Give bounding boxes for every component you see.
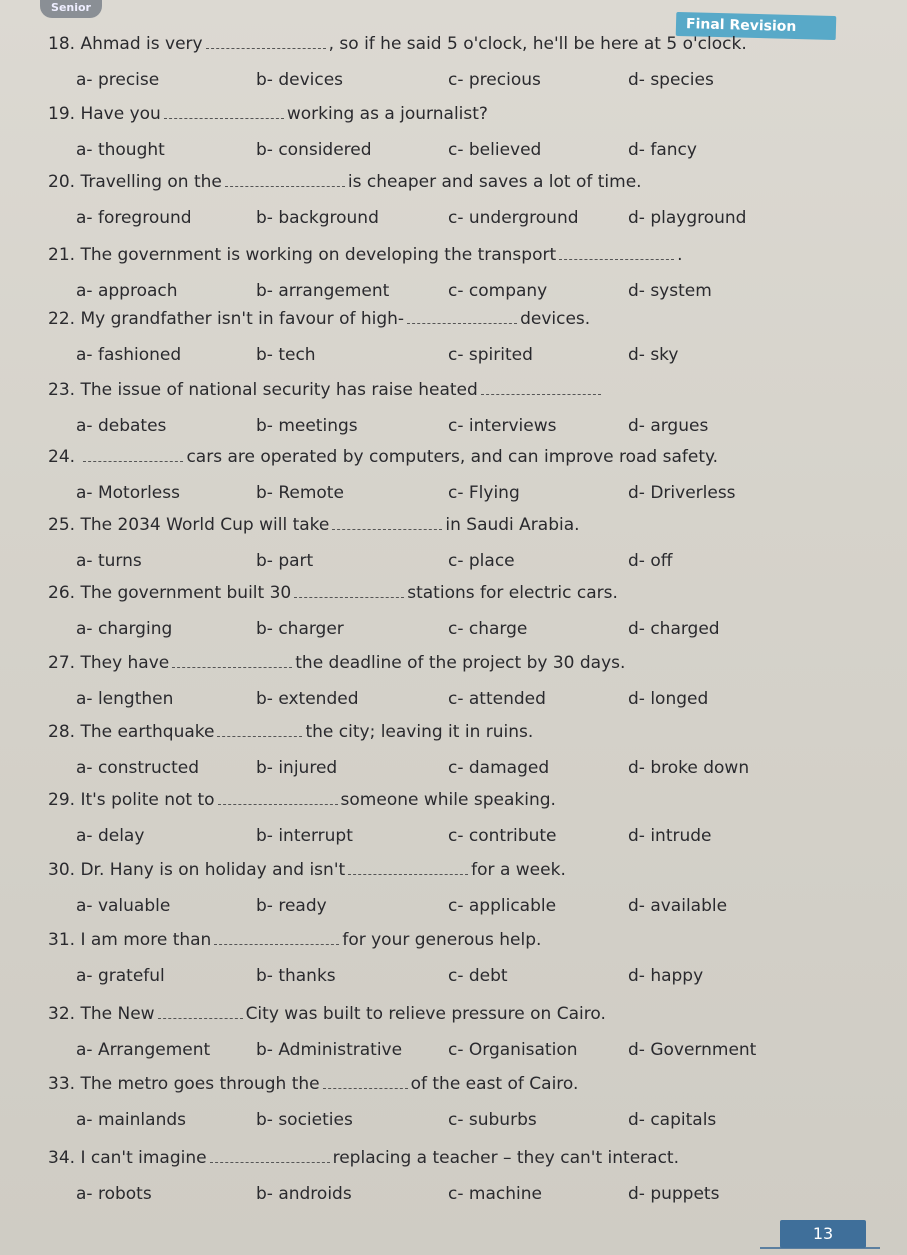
- option-d[interactable]: d- off: [628, 551, 673, 571]
- question-number: 25.: [48, 515, 76, 535]
- question-text-after: , so if he said 5 o'clock, he'll be here at 5 o'clock.: [328, 34, 747, 54]
- question-number: 18.: [48, 34, 76, 54]
- page-number: 13: [780, 1220, 866, 1248]
- question-number: 26.: [48, 583, 76, 603]
- option-c[interactable]: c- Flying: [448, 483, 520, 503]
- question-number: 21.: [48, 245, 76, 265]
- question-text-after: devices.: [520, 309, 591, 329]
- question-22: [48, 309, 590, 329]
- answer-blank[interactable]: [210, 1150, 330, 1163]
- question-number: 34.: [48, 1148, 76, 1168]
- answer-blank[interactable]: [348, 862, 468, 875]
- question-23: [48, 380, 604, 400]
- option-d[interactable]: d- charged: [628, 619, 720, 639]
- question-29: [48, 790, 556, 810]
- question-text-before: Travelling on the: [80, 172, 222, 192]
- option-c[interactable]: c- underground: [448, 208, 579, 228]
- option-a[interactable]: a- precise: [76, 70, 160, 90]
- option-c[interactable]: c- machine: [448, 1184, 542, 1204]
- question-25: [48, 515, 580, 535]
- question-text-after: stations for electric cars.: [407, 583, 618, 603]
- option-d[interactable]: d- intrude: [628, 826, 712, 846]
- option-a[interactable]: a- debates: [76, 416, 167, 436]
- option-d[interactable]: d- longed: [628, 689, 709, 709]
- answer-blank[interactable]: [559, 247, 674, 260]
- question-text-after: for a week.: [471, 860, 566, 880]
- option-b[interactable]: b- interrupt: [256, 826, 353, 846]
- question-26: [48, 583, 618, 603]
- option-a[interactable]: a- robots: [76, 1184, 152, 1204]
- question-number: 32.: [48, 1004, 76, 1024]
- answer-blank[interactable]: [214, 932, 339, 945]
- option-d[interactable]: d- species: [628, 70, 714, 90]
- question-text-before: The issue of national security has raise heated: [80, 380, 478, 400]
- option-c[interactable]: c- spirited: [448, 345, 533, 365]
- option-c[interactable]: c- believed: [448, 140, 542, 160]
- option-a[interactable]: a- turns: [76, 551, 142, 571]
- option-b[interactable]: b- charger: [256, 619, 344, 639]
- option-b[interactable]: b- considered: [256, 140, 372, 160]
- question-text-before: The metro goes through the: [80, 1074, 320, 1094]
- question-text-after: for your generous help.: [342, 930, 542, 950]
- option-c[interactable]: c- contribute: [448, 826, 557, 846]
- question-27: [48, 653, 625, 673]
- answer-blank[interactable]: [83, 449, 183, 462]
- option-c[interactable]: c- attended: [448, 689, 546, 709]
- option-b[interactable]: b- devices: [256, 70, 344, 90]
- option-b[interactable]: b- thanks: [256, 966, 336, 986]
- option-a[interactable]: a- grateful: [76, 966, 165, 986]
- question-number: 22.: [48, 309, 76, 329]
- option-a[interactable]: a- foreground: [76, 208, 192, 228]
- question-33: [48, 1074, 578, 1094]
- answer-blank[interactable]: [294, 585, 404, 598]
- option-a[interactable]: a- mainlands: [76, 1110, 186, 1130]
- question-31: [48, 930, 541, 950]
- option-a[interactable]: a- delay: [76, 826, 145, 846]
- option-d[interactable]: d- argues: [628, 416, 709, 436]
- question-number: 23.: [48, 380, 76, 400]
- option-d[interactable]: d- playground: [628, 208, 747, 228]
- option-b[interactable]: b- ready: [256, 896, 327, 916]
- option-c[interactable]: c- suburbs: [448, 1110, 537, 1130]
- option-d[interactable]: d- happy: [628, 966, 704, 986]
- question-text-after: someone while speaking.: [340, 790, 556, 810]
- answer-blank[interactable]: [164, 106, 284, 119]
- question-number: 31.: [48, 930, 76, 950]
- final-revision-badge: Final Revision: [676, 12, 837, 40]
- question-number: 29.: [48, 790, 76, 810]
- option-d[interactable]: d- broke down: [628, 758, 750, 778]
- option-a[interactable]: a- lengthen: [76, 689, 174, 709]
- question-text-after: cars are operated by computers, and can improve road safety.: [186, 447, 719, 467]
- answer-blank[interactable]: [172, 655, 292, 668]
- question-text-before: They have: [80, 653, 170, 673]
- answer-blank[interactable]: [217, 724, 302, 737]
- option-a[interactable]: a- Motorless: [76, 483, 180, 503]
- answer-blank[interactable]: [225, 174, 345, 187]
- option-b[interactable]: b- injured: [256, 758, 338, 778]
- question-text-before: Have you: [80, 104, 161, 124]
- question-24: [48, 447, 718, 467]
- question-text-before: The New: [80, 1004, 155, 1024]
- series-badge: Senior: [40, 0, 102, 18]
- option-b[interactable]: b- arrangement: [256, 281, 390, 301]
- option-b[interactable]: b- meetings: [256, 416, 358, 436]
- answer-blank[interactable]: [323, 1076, 408, 1089]
- answer-blank[interactable]: [206, 36, 326, 49]
- question-number: 19.: [48, 104, 76, 124]
- option-c[interactable]: c- debt: [448, 966, 508, 986]
- question-number: 27.: [48, 653, 76, 673]
- option-c[interactable]: c- charge: [448, 619, 528, 639]
- option-b[interactable]: b- androids: [256, 1184, 352, 1204]
- option-b[interactable]: b- Administrative: [256, 1040, 403, 1060]
- question-34: [48, 1148, 679, 1168]
- answer-blank[interactable]: [158, 1006, 243, 1019]
- question-19: [48, 104, 488, 124]
- option-c[interactable]: c- damaged: [448, 758, 550, 778]
- question-text-after: of the east of Cairo.: [410, 1074, 579, 1094]
- option-d[interactable]: d- fancy: [628, 140, 697, 160]
- option-d[interactable]: d- puppets: [628, 1184, 720, 1204]
- option-b[interactable]: b- tech: [256, 345, 316, 365]
- question-21: [48, 245, 683, 265]
- question-number: 24.: [48, 447, 76, 467]
- answer-blank[interactable]: [481, 382, 601, 395]
- question-text-after: .: [677, 245, 683, 265]
- option-a[interactable]: a- approach: [76, 281, 178, 301]
- option-b[interactable]: b- background: [256, 208, 379, 228]
- option-b[interactable]: b- societies: [256, 1110, 353, 1130]
- question-text-after: working as a journalist?: [286, 104, 488, 124]
- answer-blank[interactable]: [218, 792, 338, 805]
- option-d[interactable]: d- system: [628, 281, 712, 301]
- question-text-after: is cheaper and saves a lot of time.: [347, 172, 642, 192]
- question-text-after: in Saudi Arabia.: [445, 515, 580, 535]
- option-d[interactable]: d- Driverless: [628, 483, 736, 503]
- option-d[interactable]: d- available: [628, 896, 728, 916]
- option-d[interactable]: d- sky: [628, 345, 679, 365]
- option-c[interactable]: c- place: [448, 551, 515, 571]
- question-text-before: Dr. Hany is on holiday and isn't: [80, 860, 346, 880]
- question-text-before: I am more than: [80, 930, 212, 950]
- option-a[interactable]: a- Arrangement: [76, 1040, 211, 1060]
- question-28: [48, 722, 533, 742]
- question-text-before: I can't imagine: [80, 1148, 207, 1168]
- option-d[interactable]: d- Government: [628, 1040, 757, 1060]
- option-c[interactable]: c- applicable: [448, 896, 557, 916]
- question-text-after: the deadline of the project by 30 days.: [295, 653, 626, 673]
- question-text-before: The earthquake: [80, 722, 215, 742]
- option-a[interactable]: a- charging: [76, 619, 173, 639]
- question-text-before: Ahmad is very: [80, 34, 203, 54]
- option-a[interactable]: a- constructed: [76, 758, 200, 778]
- question-text-before: The 2034 World Cup will take: [80, 515, 330, 535]
- option-b[interactable]: b- part: [256, 551, 314, 571]
- option-c[interactable]: c- Organisation: [448, 1040, 578, 1060]
- question-30: [48, 860, 566, 880]
- question-text-after: City was built to relieve pressure on Cairo.: [245, 1004, 606, 1024]
- question-number: 33.: [48, 1074, 76, 1094]
- option-a[interactable]: a- fashioned: [76, 345, 182, 365]
- question-18: [48, 34, 747, 54]
- question-text-after: the city; leaving it in ruins.: [305, 722, 534, 742]
- question-text-before: The government built 30: [80, 583, 292, 603]
- question-number: 20.: [48, 172, 76, 192]
- option-b[interactable]: b- extended: [256, 689, 359, 709]
- question-text-before: It's polite not to: [80, 790, 215, 810]
- question-20: [48, 172, 642, 192]
- answer-blank[interactable]: [332, 517, 442, 530]
- question-number: 30.: [48, 860, 76, 880]
- option-c[interactable]: c- interviews: [448, 416, 557, 436]
- answer-blank[interactable]: [407, 311, 517, 324]
- question-text-before: The government is working on developing the transport: [80, 245, 557, 265]
- option-c[interactable]: c- company: [448, 281, 548, 301]
- option-a[interactable]: a- thought: [76, 140, 165, 160]
- option-b[interactable]: b- Remote: [256, 483, 344, 503]
- option-a[interactable]: a- valuable: [76, 896, 171, 916]
- question-number: 28.: [48, 722, 76, 742]
- option-c[interactable]: c- precious: [448, 70, 541, 90]
- question-text-before: My grandfather isn't in favour of high-: [80, 309, 405, 329]
- question-text-after: replacing a teacher – they can't interact.: [332, 1148, 679, 1168]
- option-d[interactable]: d- capitals: [628, 1110, 717, 1130]
- question-32: [48, 1004, 606, 1024]
